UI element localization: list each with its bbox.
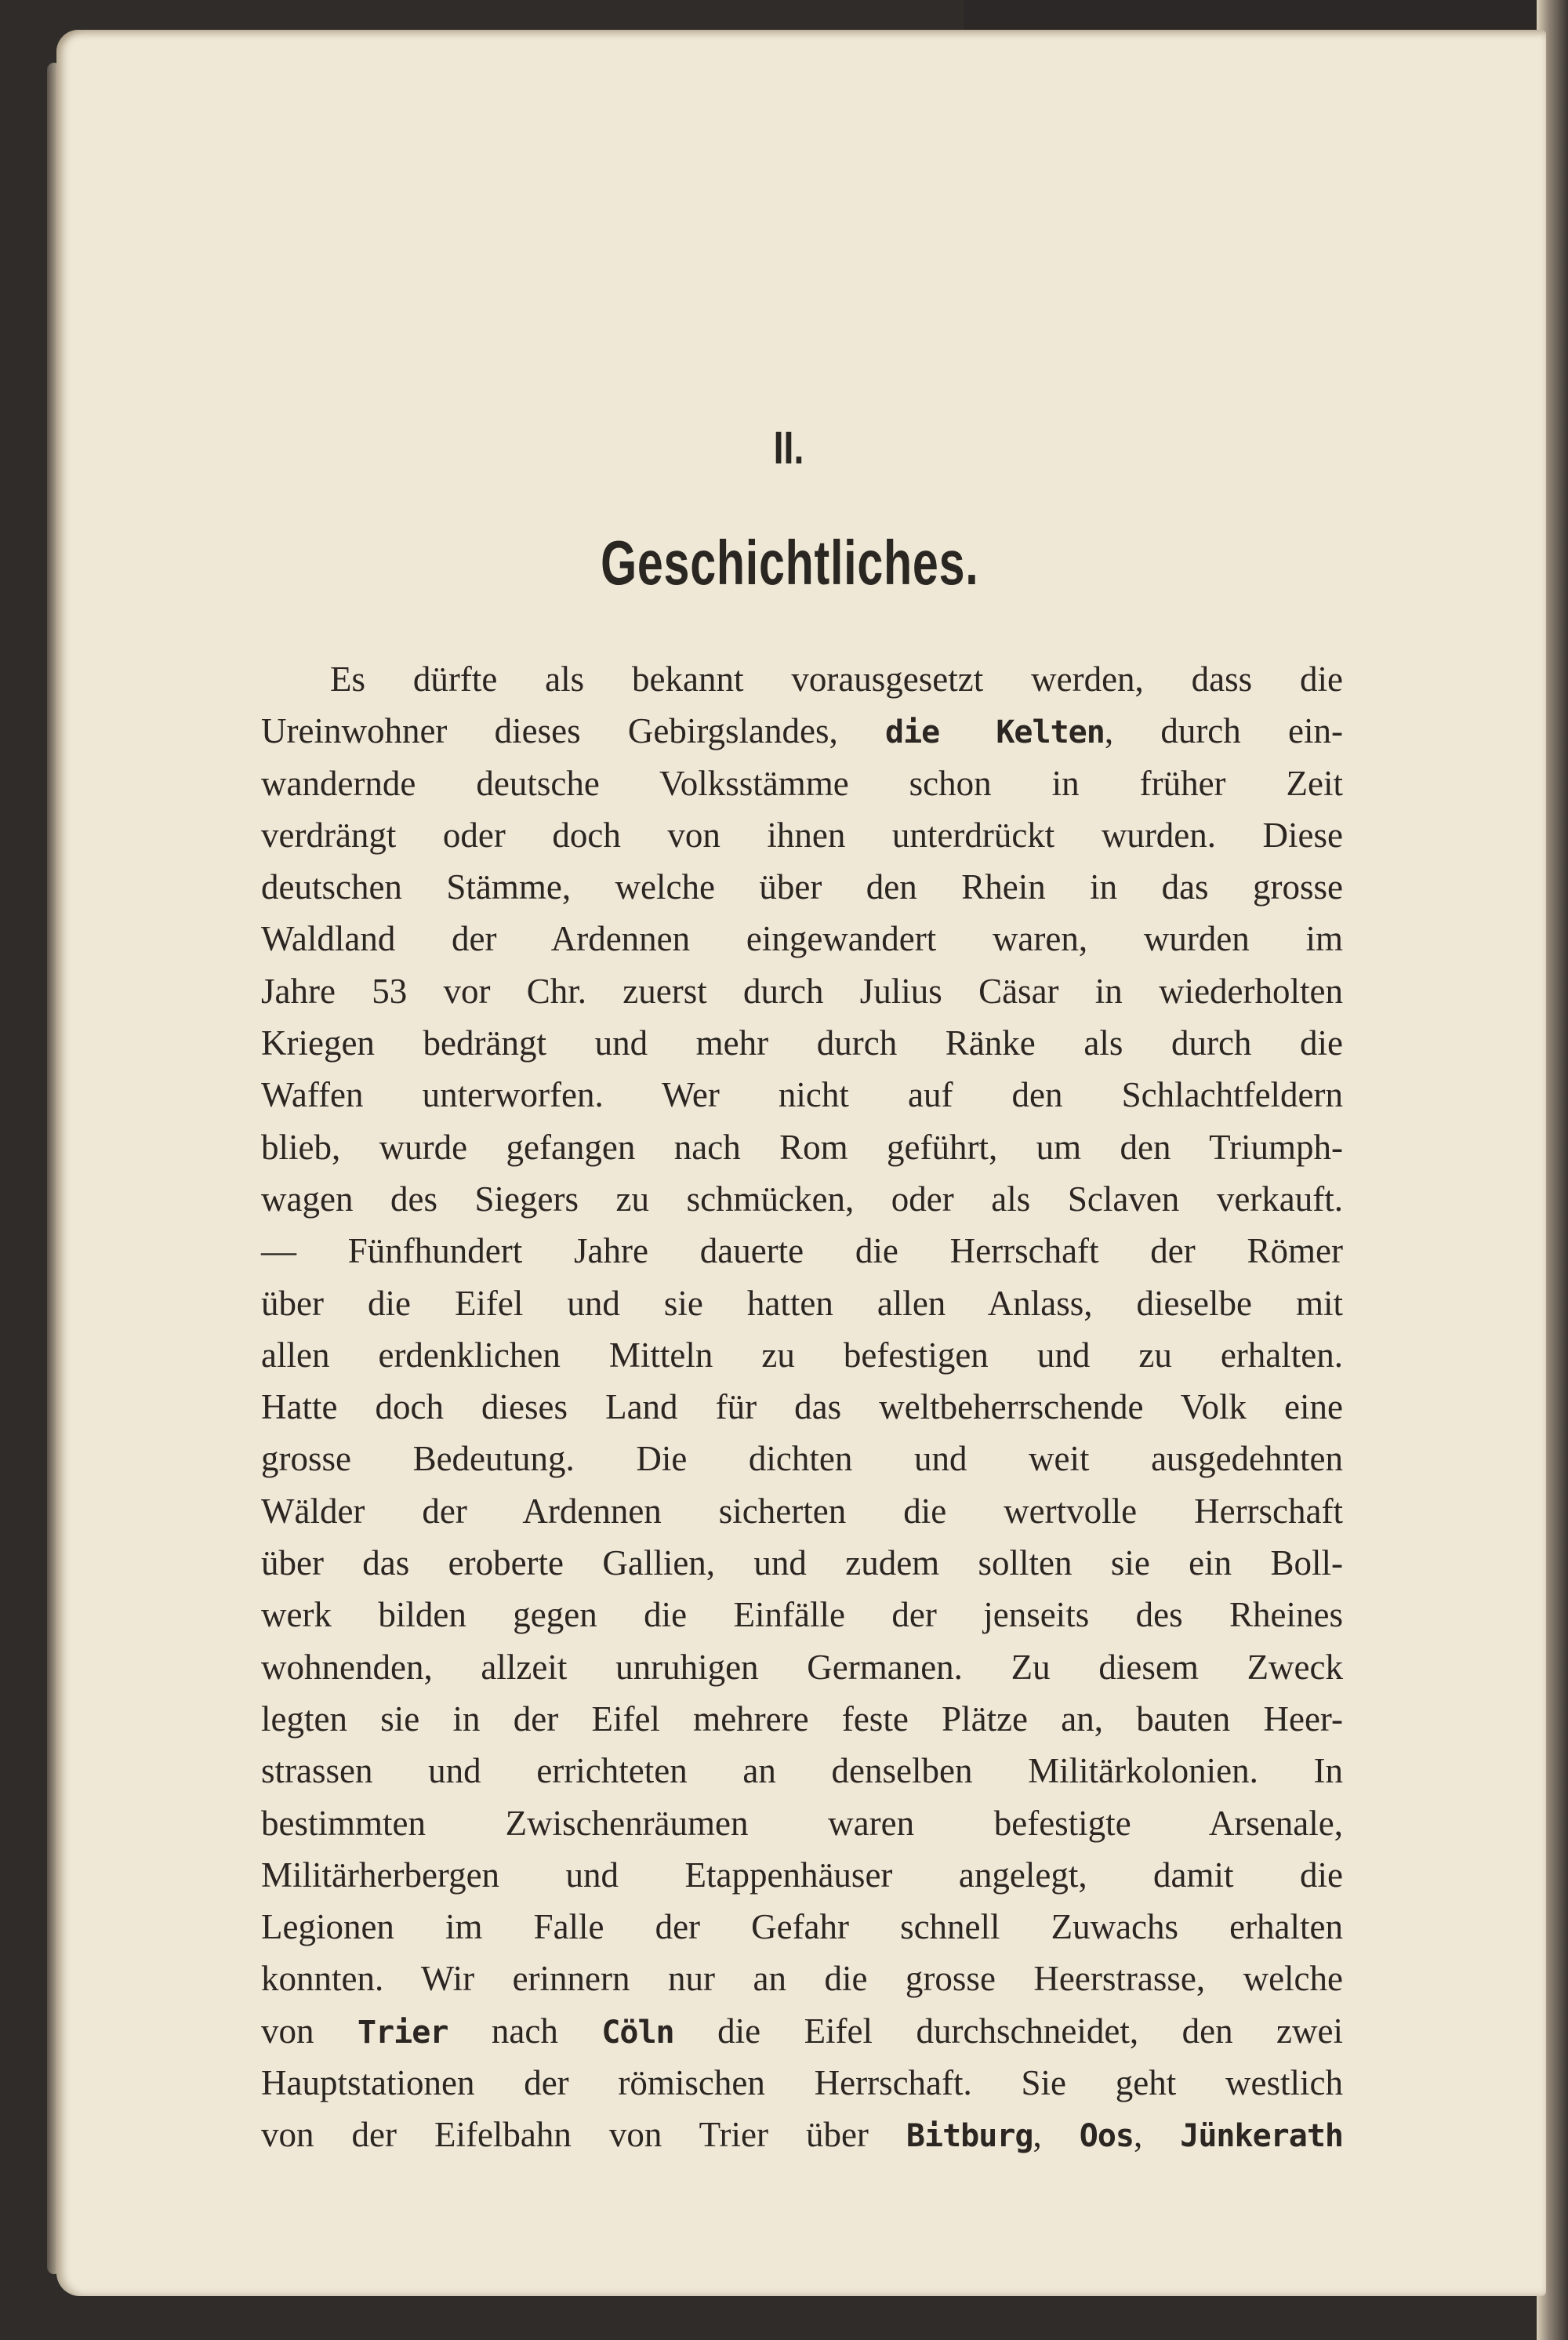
text-segment: Waldland der Ardennen eingewandert waren, wurden im xyxy=(261,919,1343,959)
text-segment: wohnenden, allzeit unruhigen Germanen. Zu diesem Zweck xyxy=(261,1647,1343,1687)
body-text xyxy=(261,653,1343,2161)
text-line xyxy=(261,1797,1343,1849)
text-line xyxy=(261,1537,1343,1589)
text-line xyxy=(261,653,1343,705)
text-line xyxy=(261,705,1343,757)
text-line xyxy=(261,1381,1343,1433)
text-segment: strassen und errichteten an denselben Militärkolonien. In xyxy=(261,1751,1343,1791)
text-line xyxy=(261,1069,1343,1121)
text-segment: Wälder der Ardennen sicherten die wertvolle Herrschaft xyxy=(261,1491,1343,1531)
text-segment: allen erdenklichen Mitteln zu befestigen und zu erhalten. xyxy=(261,1335,1343,1375)
text-segment: verdrängt oder doch von ihnen unterdrückt wurden. Diese xyxy=(261,815,1343,855)
text-line xyxy=(261,1693,1343,1745)
text-line xyxy=(261,861,1343,913)
chapter-number: II. xyxy=(773,423,804,474)
text-line xyxy=(261,1745,1343,1797)
text-segment: , xyxy=(1134,2115,1181,2155)
text-line xyxy=(261,809,1343,861)
text-segment: wandernde deutsche Volksstämme schon in früher Zeit xyxy=(261,763,1343,803)
text-segment: Jahre 53 vor Chr. zuerst durch Julius Cäsar in wiederholten xyxy=(261,971,1343,1011)
bold-place-name: Trier xyxy=(357,2014,448,2051)
text-segment: über die Eifel und sie hatten allen Anlass, dieselbe mit xyxy=(261,1283,1343,1323)
text-line xyxy=(261,913,1343,965)
text-segment: , durch ein- xyxy=(1104,711,1343,751)
text-line xyxy=(261,1849,1343,1901)
text-line xyxy=(261,2109,1343,2160)
text-line xyxy=(261,1121,1343,1173)
text-segment: blieb, wurde gefangen nach Rom geführt, um den Triumph- xyxy=(261,1127,1343,1167)
text-segment: deutschen Stämme, welche über den Rhein in das grosse xyxy=(261,867,1343,907)
text-segment: von xyxy=(261,2011,358,2051)
text-segment: von der Eifelbahn von Trier über xyxy=(261,2115,906,2155)
bold-place-name: die Kelten xyxy=(885,714,1105,751)
text-segment: Ureinwohner dieses Gebirgslandes, xyxy=(261,711,885,751)
text-line xyxy=(261,1641,1343,1693)
bold-place-name: Jünkerath xyxy=(1180,2118,1344,2155)
text-segment: legten sie in der Eifel mehrere feste Plätze an, bauten Heer- xyxy=(261,1699,1343,1739)
text-segment: konnten. Wir erinnern nur an die grosse Heerstrasse, welche xyxy=(261,1959,1343,1999)
text-segment: Es dürfte als bekannt vorausgesetzt werden, dass die xyxy=(330,659,1343,699)
scan-background xyxy=(964,0,1568,31)
text-line xyxy=(261,1277,1343,1329)
text-segment: Legionen im Falle der Gefahr schnell Zuwachs erhalten xyxy=(261,1907,1343,1947)
bold-place-name: Oos xyxy=(1079,2118,1134,2155)
chapter-title: Geschichtliches. xyxy=(601,528,979,598)
text-line xyxy=(261,1485,1343,1537)
text-line xyxy=(261,1433,1343,1484)
text-line xyxy=(261,2005,1343,2057)
text-line xyxy=(261,1017,1343,1069)
text-line xyxy=(261,965,1343,1017)
text-segment: Waffen unterworfen. Wer nicht auf den Schlachtfeldern xyxy=(261,1075,1343,1115)
text-line xyxy=(261,1901,1343,1953)
text-line xyxy=(261,1225,1343,1277)
text-line xyxy=(261,1953,1343,2004)
text-segment: über das eroberte Gallien, und zudem sollten sie ein Boll- xyxy=(261,1543,1343,1583)
text-segment: bestimmten Zwischenräumen waren befestigte Arsenale, xyxy=(261,1803,1343,1843)
text-segment: Kriegen bedrängt und mehr durch Ränke als durch die xyxy=(261,1023,1343,1063)
text-segment: grosse Bedeutung. Die dichten und weit ausgedehnten xyxy=(261,1439,1343,1479)
text-segment: , xyxy=(1033,2115,1080,2155)
text-segment: Hauptstationen der römischen Herrschaft. Sie geht westlich xyxy=(261,2063,1343,2103)
bold-place-name: Cöln xyxy=(601,2014,674,2051)
text-segment: wagen des Siegers zu schmücken, oder als Sclaven verkauft. xyxy=(261,1179,1343,1219)
text-line xyxy=(261,1589,1343,1641)
text-segment: — Fünfhundert Jahre dauerte die Herrschaft der Römer xyxy=(261,1231,1343,1271)
bold-place-name: Bitburg xyxy=(906,2118,1033,2155)
text-line xyxy=(261,758,1343,809)
text-segment: nach xyxy=(448,2011,602,2051)
text-line xyxy=(261,1329,1343,1381)
text-segment: werk bilden gegen die Einfälle der jenseits des Rheines xyxy=(261,1595,1343,1635)
text-segment: Militärherbergen und Etappenhäuser angelegt, damit die xyxy=(261,1855,1343,1895)
text-segment: die Eifel durchschneidet, den zwei xyxy=(673,2011,1344,2051)
text-segment: Hatte doch dieses Land für das weltbeherrschende Volk eine xyxy=(261,1387,1343,1427)
text-line xyxy=(261,2057,1343,2109)
text-line xyxy=(261,1173,1343,1225)
